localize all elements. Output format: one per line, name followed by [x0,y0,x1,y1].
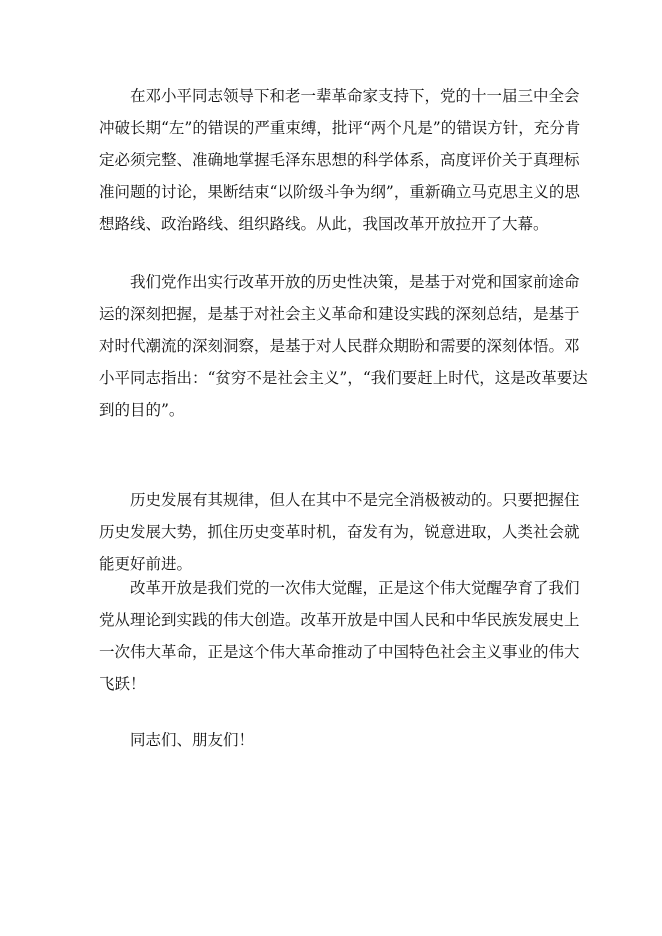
paragraph-great-awakening [99,572,580,700]
paragraph-line: 历史发展有其规律，但人在其中不是完全消极被动的。只要把握住 [130,491,580,509]
paragraph-line: 到的目的”。 [99,401,185,419]
paragraph-line: 我们党作出实行改革开放的历史性决策，是基于对党和国家前途命 [130,273,580,291]
paragraph-line: 党从理论到实践的伟大创造。改革开放是中国人民和中华民族发展史上 [99,611,580,629]
paragraph-historical-law [99,484,580,580]
paragraph-line: 能更好前进。 [99,555,193,573]
paragraph-line: 定必须完整、准确地掌握毛泽东思想的科学体系，高度评价关于真理标 [99,151,580,169]
paragraph-line: 飞跃！ [99,675,146,693]
paragraph-line: 一次伟大革命，正是这个伟大革命推动了中国特色社会主义事业的伟大 [99,643,580,661]
paragraph-line: 想路线、政治路线、组织路线。从此，我国改革开放拉开了大幕。 [99,215,549,233]
paragraph-line: 运的深刻把握，是基于对社会主义革命和建设实践的深刻总结，是基于 [99,305,580,323]
paragraph-line: 冲破长期“左”的错误的严重束缚，批评“两个凡是”的错误方针，充分肯 [99,119,581,137]
paragraph-third-plenum [99,80,581,240]
paragraph-line: 对时代潮流的深刻洞察，是基于对人民群众期盼和需要的深刻体悟。邓 [99,337,580,355]
paragraph-line: 在邓小平同志领导下和老一辈革命家支持下，党的十一届三中全会 [130,87,580,105]
paragraph-line: 准问题的讨论，果断结束“以阶级斗争为纲”，重新确立马克思主义的思 [99,183,580,201]
paragraph-line: 历史发展大势，抓住历史变革时机，奋发有为，锐意进取，人类社会就 [99,523,580,541]
paragraph-salutation [99,724,565,756]
paragraph-line: 改革开放是我们党的一次伟大觉醒，正是这个伟大觉醒孕育了我们 [130,579,580,597]
paragraph-line: 同志们、朋友们！ [130,731,255,749]
paragraph-historic-decision [99,266,588,426]
paragraph-line: 小平同志指出：“贫穷不是社会主义”，“我们要赶上时代，这是改革要达 [99,369,588,387]
